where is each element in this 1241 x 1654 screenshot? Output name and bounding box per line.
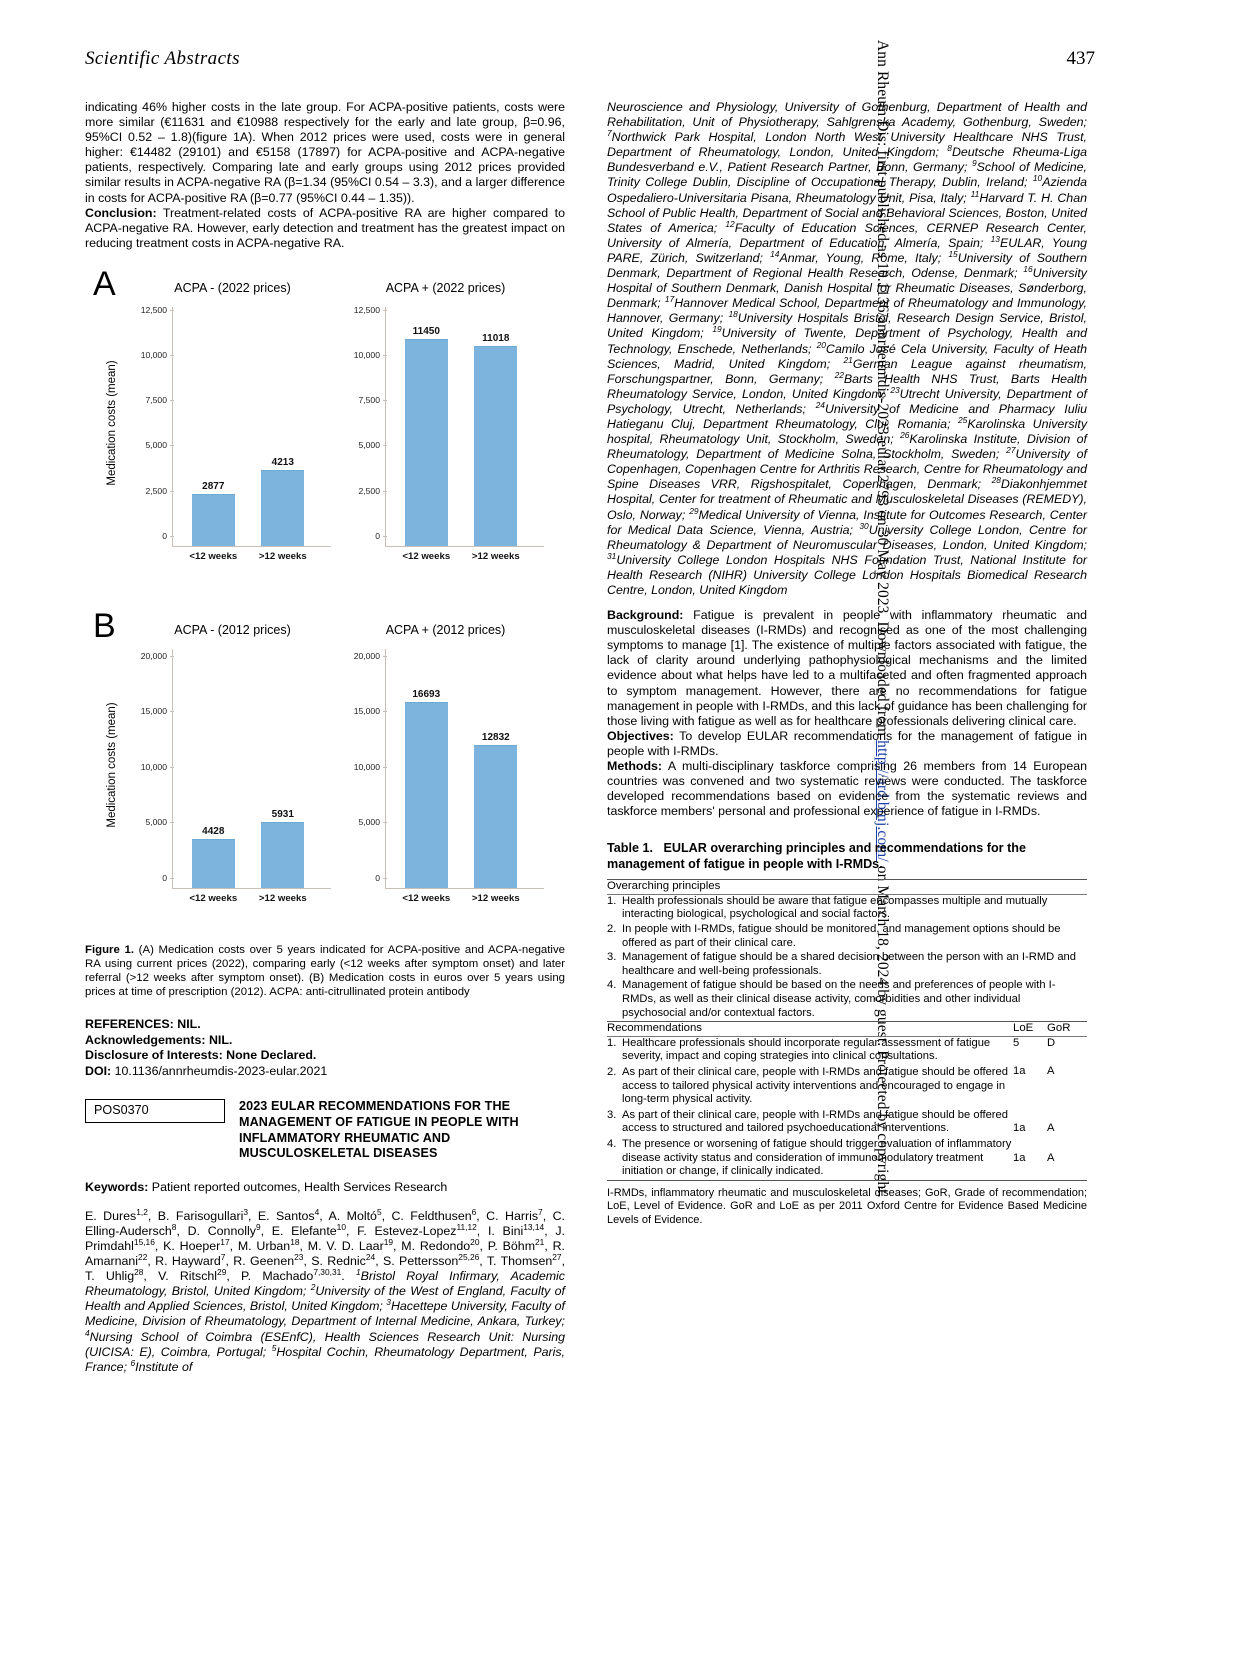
doi-label: DOI:	[85, 1063, 112, 1078]
x-tick-label: <12 weeks	[402, 550, 451, 562]
keywords-line	[85, 1180, 565, 1195]
references-label: REFERENCES:	[85, 1016, 174, 1031]
gor-value: A	[1047, 1151, 1055, 1164]
page-number: 437	[1066, 48, 1095, 69]
copyright-sidebar-part1: Ann Rheum Dis: first published as 10.1136/annrheumdis-2023-eular.2793 on 30 May 2023. Downloaded from	[874, 40, 891, 741]
list-number: 2.	[607, 923, 617, 935]
gor-value: D	[1047, 1036, 1056, 1049]
chart-a-pos-plot	[353, 304, 544, 562]
list-item	[607, 895, 1087, 922]
bar	[189, 825, 238, 904]
chart-b-pos-plot	[353, 649, 544, 904]
gor-header: GoR	[1047, 1022, 1071, 1035]
x-tick-label: <12 weeks	[402, 892, 451, 904]
conclusion-paragraph	[85, 206, 565, 251]
table-1-caption: EULAR overarching principles and recommendations for the management of fatigue in people with I-RMDs.	[607, 841, 1026, 871]
list-item	[607, 1037, 1013, 1064]
table-row	[607, 880, 1087, 895]
chart-b-pos-title: ACPA + (2012 prices)	[385, 622, 506, 637]
chart-b-neg-title: ACPA - (2012 prices)	[174, 622, 291, 637]
principle-text: Management of fatigue should be based on the needs and preferences of people with I-RMDs, as well as their clinical disease activity, comorbidities and other individual psychosocial and/or contextual factors.	[622, 979, 1056, 1019]
author-list	[85, 1206, 566, 1375]
table-row	[607, 1180, 1087, 1181]
objectives-label: Objectives:	[607, 728, 674, 743]
ard-bmj-link[interactable]: http://ard.bmj.com/	[874, 740, 891, 862]
loe-value: 1a	[1013, 1121, 1026, 1134]
x-tick-label: >12 weeks	[471, 892, 520, 904]
chart-a-neg-title: ACPA - (2022 prices)	[174, 280, 291, 295]
keywords-label: Keywords:	[85, 1179, 149, 1194]
ytick: 5,000	[358, 440, 386, 450]
bar-value-label: 12832	[481, 732, 510, 744]
loe-value: 5	[1013, 1036, 1020, 1049]
table-row	[607, 894, 1087, 1021]
list-number: 2.	[607, 1065, 617, 1078]
recommendation-text: The presence or worsening of fatigue should trigger evaluation of inflammatory disease activity status and consideration of immunomodulatory treatment initiation or change, if clinically indicated.	[622, 1137, 1012, 1178]
x-tick-label: <12 weeks	[189, 550, 238, 562]
bar-value-label: 11450	[412, 325, 440, 337]
figure-1-caption	[85, 943, 565, 999]
ytick: 0	[375, 873, 386, 883]
ytick: 20,000	[141, 651, 173, 661]
panel-a-letter: A	[93, 264, 116, 303]
table-1-title	[607, 841, 1087, 872]
abstract-code-box: POS0370	[85, 1099, 225, 1123]
list-number: 1.	[607, 1036, 617, 1049]
table-row	[607, 1022, 1087, 1037]
affiliations-left: $^1$Bristol Royal Infirmary, Academic Rheumatology, Bristol, United Kingdom; $^2$University of the West of England, Faculty of Health and Applied Sciences, Bristol, United Kingdom; $^3$Hacettepe University, Faculty of Medicine, Division of Rheumatology, Department of Internal Medicine, Ankara, Turkey; $^4$Nursing School of Coimbra (ESEnfC), Health Sciences Research Unit: Nursing (UICISA: E), Coimbra, Portugal; $^5$Hospital Cochin, Rheumatology Department, Paris, France; $^6$Institute of	[85, 1267, 565, 1374]
x-tick-label: >12 weeks	[471, 550, 520, 562]
background-paragraph	[607, 608, 1087, 729]
overarching-principles-list	[607, 895, 1087, 1020]
author-names: E. Dures$^{1,2}$, B. Farisogullari$^3$, E. Santos$^4$, A. Moltó$^5$, C. Feldthusen$^6$, C. Harris$^7$, C. Elling-Audersch$^8$, D. Connolly$^9$, E. Elefante$^{10}$, F. Estevez-Lopez$^{11,12}$, I. Bini$^{13,14}$, J. Primdahl$^{15,16}$, K. Hoeper$^{17}$, M. Urban$^{18}$, M. V. D. Laar$^{19}$, M. Redondo$^{20}$, P. Böhm$^{21}$, R. Amarnani$^{22}$, R. Hayward$^7$, R. Geenen$^{23}$, S. Rednic$^{24}$, S. Pettersson$^{25,26}$, T. Thomsen$^{27}$, T. Uhlig$^{28}$, V. Ritschl$^{29}$, P. Machado$^{7,30,31}$.	[85, 1206, 566, 1284]
left-column	[85, 100, 565, 1375]
panel-b-y-axis-title: Medication costs (mean)	[106, 702, 118, 828]
abstract-title: 2023 EULAR RECOMMENDATIONS FOR THE MANAGEMENT OF FATIGUE IN PEOPLE WITH INFLAMMATORY RHEUMATIC AND MUSCULOSKELETAL DISEASES	[239, 1099, 519, 1161]
running-head-title: Scientific Abstracts	[85, 48, 240, 69]
abstract-metadata	[85, 1017, 565, 1079]
bar-value-label: 11018	[482, 333, 510, 345]
panel-a-y-axis-title: Medication costs (mean)	[106, 360, 118, 486]
bar-value-label: 2877	[202, 480, 225, 492]
copyright-sidebar-part2: on March 18, 2024 by guest. Protected by copyright.	[874, 861, 891, 1198]
list-number: 4.	[607, 1137, 617, 1150]
ytick: 15,000	[354, 706, 386, 716]
chart-b-acpa-positive	[343, 623, 548, 923]
objectives-paragraph	[607, 729, 1087, 759]
right-column	[607, 100, 1087, 1227]
doi-value: 10.1136/annrheumdis-2023-eular.2021	[111, 1063, 328, 1078]
figure-1	[85, 264, 565, 999]
ytick: 10,000	[141, 350, 173, 360]
list-item	[607, 979, 1087, 1020]
recommendation-text: As part of their clinical care, people with I-RMDs and fatigue should be offered access to tailored physical activity interventions and encouraged to engage in long-term physical activity.	[622, 1065, 1008, 1106]
principle-text: Management of fatigue should be a shared decision between the person with an I-RMD and healthcare and well-being professionals.	[622, 951, 1076, 977]
x-tick-label: >12 weeks	[258, 892, 307, 904]
acknowledgements-label: Acknowledgements:	[85, 1032, 206, 1047]
recommendation-text: Healthcare professionals should incorporate regular assessment of fatigue severity, impact and coping strategies into clinical consultations.	[622, 1036, 991, 1063]
disclosure-line	[85, 1048, 565, 1064]
list-number: 3.	[607, 1108, 617, 1121]
list-item	[607, 1066, 1013, 1107]
list-number: 1.	[607, 894, 617, 907]
ytick: 15,000	[141, 706, 173, 716]
loe-value: 1a	[1013, 1065, 1026, 1078]
table-1-label: Table 1.	[607, 841, 653, 856]
gor-value: A	[1047, 1121, 1055, 1134]
references-line	[85, 1017, 565, 1033]
keywords-value: Patient reported outcomes, Health Services Research	[148, 1179, 448, 1194]
list-number: 4.	[607, 979, 617, 992]
ytick: 10,000	[141, 762, 173, 772]
gor-value: A	[1047, 1065, 1055, 1078]
bar-value-label: 4213	[271, 456, 294, 468]
recommendations-list	[607, 1037, 1013, 1179]
chart-b-acpa-negative	[130, 623, 335, 923]
chart-a-acpa-negative	[130, 281, 335, 581]
references-value: NIL.	[173, 1016, 201, 1031]
disclosure-label: Disclosure of Interests:	[85, 1048, 223, 1063]
ytick: 5,000	[145, 817, 173, 827]
ytick: 7,500	[358, 395, 386, 405]
principles-header: Overarching principles	[607, 880, 721, 893]
list-item	[607, 923, 1087, 950]
bar-value-label: 16693	[412, 689, 441, 701]
figure-panel-b	[85, 606, 565, 939]
table-row	[607, 1036, 1087, 1180]
ytick: 2,500	[358, 486, 386, 496]
recommendations-header: Recommendations	[607, 1022, 702, 1035]
ytick: 0	[375, 531, 386, 541]
methods-text: A multi-disciplinary taskforce comprising 26 members from 14 European countries was convened and two systematic reviews were conducted. The taskforce developed recommendations based on evidence from the systematic reviews and taskforce members' personal and professional experience of fatigue in I-RMDs.	[607, 759, 1087, 819]
doi-line	[85, 1064, 565, 1080]
conclusion-label: Conclusion:	[85, 205, 157, 220]
bar	[258, 808, 307, 904]
acknowledgements-line	[85, 1033, 565, 1049]
ytick: 0	[162, 531, 173, 541]
abstract-header	[85, 1099, 565, 1161]
ytick: 7,500	[145, 395, 173, 405]
figure-panel-a	[85, 264, 565, 597]
x-tick-label: >12 weeks	[258, 550, 307, 562]
background-label: Background:	[607, 608, 684, 623]
list-item	[607, 1109, 1013, 1136]
list-item	[607, 951, 1087, 978]
chart-a-pos-title: ACPA + (2022 prices)	[385, 280, 506, 295]
acknowledgements-value: NIL.	[205, 1032, 233, 1047]
ytick: 12,500	[141, 305, 173, 315]
ytick: 10,000	[354, 350, 386, 360]
ytick: 12,500	[354, 305, 386, 315]
bar	[471, 333, 520, 562]
disclosure-value: None Declared.	[222, 1048, 317, 1063]
list-number: 3.	[607, 951, 617, 964]
bar	[471, 732, 520, 904]
principle-text: In people with I-RMDs, fatigue should be monitored, and management options should be offered as part of their clinical care.	[622, 923, 1061, 949]
conclusion-text: Treatment-related costs of ACPA-positive RA are higher compared to ACPA-negative RA. However, early detection and treatment has the greatest impact on reducing treatment costs in ACPA-negative RA.	[85, 205, 565, 250]
chart-b-neg-plot	[140, 649, 331, 904]
bar	[402, 325, 451, 562]
bar	[402, 689, 451, 904]
methods-label: Methods:	[607, 759, 663, 774]
bar-value-label: 5931	[271, 808, 294, 820]
affiliations-continued: Neuroscience and Physiology, University of Gothenburg, Department of Health and Rehabilitation, Unit of Physiotherapy, Sahlgrenska Academy, Gothenburg, Sweden; $^7$Northwick Park Hospital, London North West University Healthcare NHS Trust, Department of Rheumatology, London, United Kingdom; $^8$Deutsche Rheuma-Liga Bundesverband e.V., Patient Research Partner, Bonn, Germany; $^9$School of Medicine, Trinity College Dublin, Discipline of Occupational Therapy, Dublin, Ireland; $^{10}$Azienda Ospedaliero-Universitaria Pisana, Rheumatology Unit, Pisa, Italy; $^{11}$Harvard T. H. Chan School of Public Health, Department of Social and Behavioral Sciences, Boston, United States of America; $^{12}$Faculty of Education Sciences, CERNEP Research Center, University of Almería, Department of Education, Almería, Spain; $^{13}$EULAR, Young PARE, Zürich, Switzerland; $^{14}$Anmar, Young, Rome, Italy; $^{15}$University of Southern Denmark, Department of Regional Health Research, Odense, Denmark; $^{16}$University Hospital of Southern Denmark, Danish Hospital for Rheumatic Diseases, Sønderborg, Denmark; $^{17}$Hannover Medical School, Department of Rheumatology and Immunology, Hannover, Germany; $^{18}$University Hospitals Bristol, Research Design Service, Bristol, United Kingdom; $^{19}$University of Twente, Department of Psychology, Health and Technology, Enschede, Netherlands; $^{20}$Camilo José Cela University, Faculty of Heath Sciences, Madrid, United Kingdom; $^{21}$German League against rheumatism, Forschungspartner, Bonn, Germany; $^{22}$Barts Health NHS Trust, Barts Health Rheumatology Service, London, United Kingdom; $^{23}$Utrecht University, Department of Psychology, Utrecht, Netherlands; $^{24}$University of Medicine and Pharmacy Iuliu Hatieganu Cluj, Department Rheumatology, Cluj, Romania; $^{25}$Karolinska University hospital, Rheumatology Unit, Stockholm, Sweden; $^{26}$Karolinska Institute, Division of Rheumatology, Department of Medicine Solna, Stockholm, Sweden; $^{27}$University of Copenhagen, Copenhagen Centre for Arthritis Research, Centre for Rheumatology and Spine Diseases VRR, Rigshospitalet, Copenhagen, Denmark; $^{28}$Diakonhjemmet Hospital, Center for treatment of Rheumatic and Musculoskeletal Diseases (REMEDY), Oslo, Norway; $^{29}$Medical University of Vienna, Institute for Outcomes Research, Center for Medical Data Science, Vienna, Austria; $^{30}$University College London, Centre for Rheumatology & Department of Neuromuscular Diseases, London, United Kingdom; $^{31}$University College London Hospitals NHS Foundation Trust, National Institute for Health Research (NIHR) University College London Hospitals Biomedical Research Centre, London, United Kingdom	[607, 100, 1088, 597]
objectives-text: To develop EULAR recommendations for the management of fatigue in people with I-RMDs.	[607, 728, 1087, 758]
ytick: 10,000	[354, 762, 386, 772]
running-head	[85, 48, 1095, 70]
ytick: 5,000	[145, 440, 173, 450]
table-1	[607, 879, 1087, 1180]
figure-1-caption-text: (A) Medication costs over 5 years indicated for ACPA-positive and ACPA-negative RA using current prices (2022), comparing early (<12 weeks after symptom onset) and later referral (>12 weeks after symptom onset). (B) Medication costs in euros over 5 years using prices at time of prescription (2012). ACPA: anti-citrullinated protein antibody	[85, 943, 565, 998]
background-text: Fatigue is prevalent in people with inflammatory rheumatic and musculoskeletal diseases (I-RMDs) and recognised as one of the most challenging symptoms to manage [1]. The existence of multiple factors associated with fatigue, the lack of clarity around underlying pathophysiological mechanisms and the limited evidence about what helps have led to a multifaceted and often fragmented approach to symptom management. However, there are no recommendations for fatigue management in people with I-RMDs, and this lack of guidance has been challenging for those living with fatigue as well as for healthcare professionals delivering clinical care.	[607, 608, 1087, 728]
bar-value-label: 4428	[202, 825, 225, 837]
table-1-footnote: I-RMDs, inflammatory rheumatic and musculoskeletal diseases; GoR, Grade of recommendation; LoE, Level of Evidence. GoR and LoE as per 2011 Oxford Centre for Evidence Based Medicine Levels of Evidence.	[607, 1186, 1087, 1226]
recommendation-text: As part of their clinical care, people with I-RMDs and fatigue should be offered access to structured and tailored psychoeducational interventions.	[622, 1108, 1008, 1135]
ytick: 0	[162, 873, 173, 883]
panel-b-letter: B	[93, 606, 116, 645]
ytick: 2,500	[145, 486, 173, 496]
list-item	[607, 1138, 1013, 1179]
abstract-body: indicating 46% higher costs in the late group. For ACPA-positive patients, costs were more similar (€11631 and €10988 respectively for the early and late group, β=0.96, 95%CI 0.52 – 1.8)(figure 1A). When 2012 prices were used, costs were in general higher: €14482 (29101) and €5158 (17897) for ACPA-positive and ACPA-negative patients, respectively. Comparing late and early groups using 2012 prices provided similar results in ACPA-negative RA (β=1.34 (95%CI 0.54 – 3.3), and a larger difference in costs for ACPA-positive RA (β=0.77 (95%CI 0.44 – 1.35)).	[85, 100, 565, 205]
bar	[189, 480, 238, 562]
figure-1-caption-label: Figure 1.	[85, 943, 134, 956]
chart-a-neg-plot	[140, 304, 331, 562]
ytick: 5,000	[358, 817, 386, 827]
ytick: 20,000	[354, 651, 386, 661]
loe-value: 1a	[1013, 1151, 1026, 1164]
principle-text: Health professionals should be aware that fatigue encompasses multiple and mutually interacting biological, psychological and social factors.	[622, 894, 1048, 921]
x-tick-label: <12 weeks	[189, 892, 238, 904]
bar	[258, 456, 307, 562]
loe-header: LoE	[1013, 1022, 1034, 1035]
chart-a-acpa-positive	[343, 281, 548, 581]
methods-paragraph	[607, 759, 1087, 819]
